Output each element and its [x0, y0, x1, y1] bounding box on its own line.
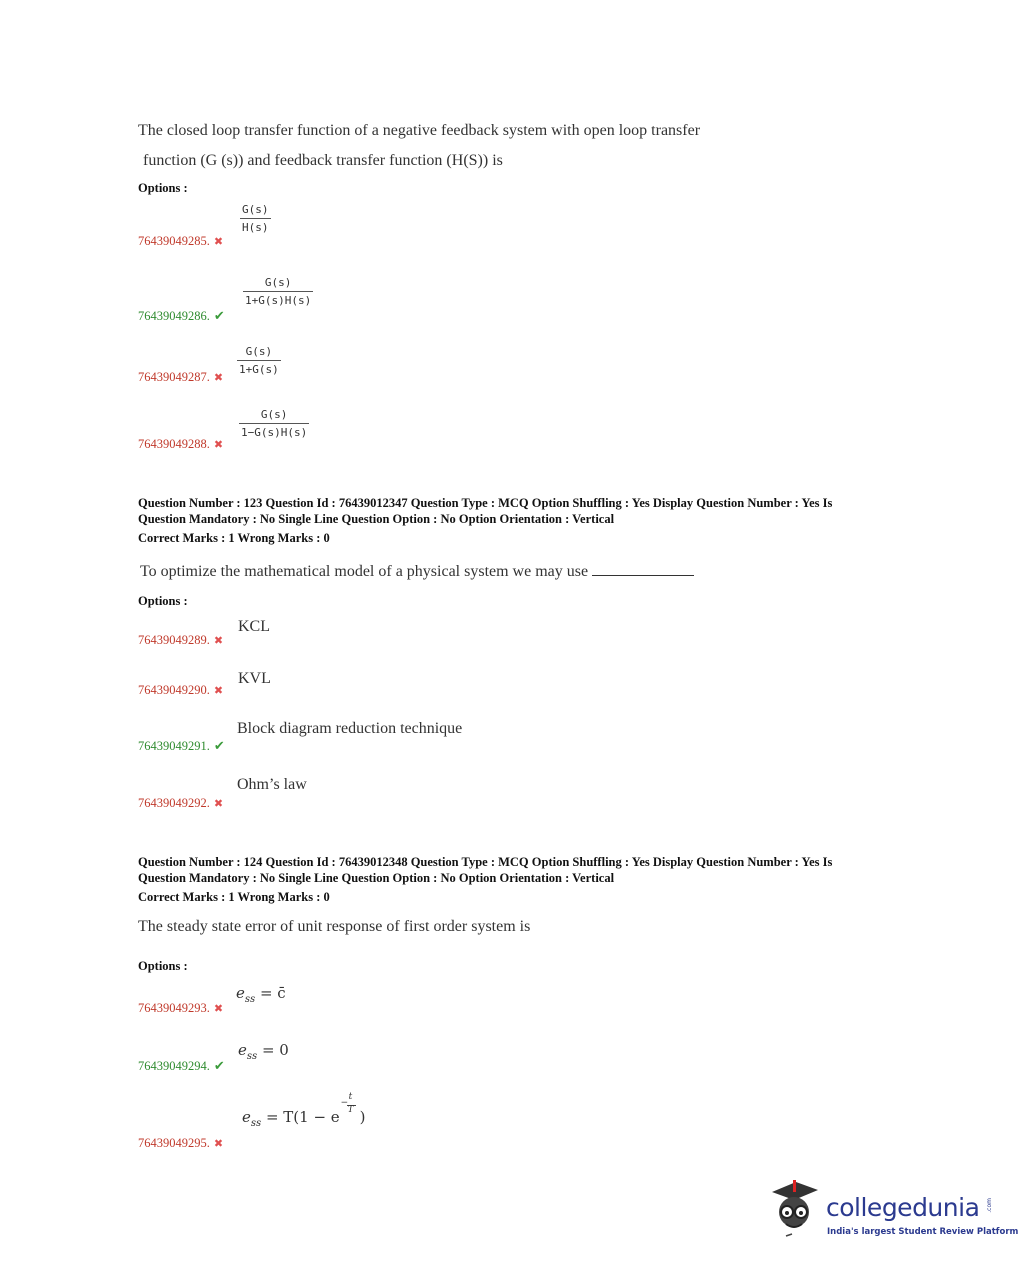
option-id: [138, 1058, 225, 1074]
formula-subscript: ss: [250, 1118, 262, 1129]
option-id: [138, 738, 225, 754]
option-id-text: 76439049293.: [138, 1001, 210, 1015]
fraction-numerator: G(s): [260, 408, 288, 421]
fraction-denominator: 1+G(s): [237, 360, 281, 376]
brand-tagline: India's largest Student Review Platform: [827, 1227, 1019, 1237]
fraction-numerator: G(s): [245, 345, 273, 358]
fraction-numerator: G(s): [264, 276, 292, 289]
option-id: [138, 1001, 223, 1016]
options-label: Options :: [138, 181, 188, 195]
wrong-mark-icon: ✖: [213, 1138, 224, 1150]
exponent-sign: −: [340, 1098, 349, 1108]
formula-exponent: [340, 1092, 360, 1122]
option-text: Block diagram reduction technique: [237, 720, 463, 737]
question-meta-line3: Correct Marks : 1 Wrong Marks : 0: [138, 531, 330, 545]
wrong-mark-icon: ✖: [213, 236, 224, 248]
option-id: [138, 437, 223, 452]
option-formula: [239, 408, 309, 439]
check-mark-icon: ✔: [213, 738, 225, 753]
wrong-mark-icon: ✖: [213, 635, 224, 647]
option-id-text: 76439049295.: [138, 1136, 210, 1150]
fraction-denominator: 1+G(s)H(s): [243, 291, 313, 307]
option-formula: [242, 1092, 366, 1129]
formula-rhs: = 0: [261, 1041, 289, 1059]
formula-subscript: ss: [244, 994, 256, 1005]
question-text: The steady state error of unit response of first order system is: [138, 918, 531, 935]
wrong-mark-icon: ✖: [213, 439, 224, 451]
option-id: [138, 308, 225, 324]
option-id-text: 76439049292.: [138, 796, 210, 810]
formula-lhs: e: [238, 1041, 247, 1059]
fraction-denominator: 1−G(s)H(s): [239, 423, 309, 439]
brand-domain: .com: [986, 1198, 993, 1213]
option-id: [138, 796, 223, 811]
question-meta-line2: Question Mandatory : No Single Line Question Option : No Option Orientation : Vertical: [138, 871, 615, 885]
option-id-text: 76439049287.: [138, 370, 210, 384]
question-text: [140, 563, 694, 581]
options-label: Options :: [138, 959, 188, 973]
exponent-numerator: t: [348, 1092, 353, 1102]
formula-rhs: = c̄: [259, 984, 286, 1002]
formula-lhs: e: [236, 984, 245, 1002]
formula-close-paren: ): [359, 1108, 366, 1126]
fraction-numerator: G(s): [242, 203, 269, 216]
question-meta-line1: Question Number : 123 Question Id : 76439012347 Question Type : MCQ Option Shuffling : Yes Display Question Number : Yes Is: [138, 496, 833, 510]
option-id-text: 76439049294.: [138, 1059, 210, 1073]
option-id-text: 76439049289.: [138, 633, 210, 647]
question-text-line1: The closed loop transfer function of a negative feedback system with open loop transfer: [138, 122, 701, 139]
options-label: Options :: [138, 594, 188, 608]
option-id: [138, 683, 223, 698]
question-meta-line1: Question Number : 124 Question Id : 76439012348 Question Type : MCQ Option Shuffling : Yes Display Question Number : Yes Is: [138, 855, 833, 869]
question-meta: [138, 495, 832, 546]
option-id-text: 76439049288.: [138, 437, 210, 451]
mascot-logo-icon: [766, 1178, 826, 1240]
question-text-content: To optimize the mathematical model of a physical system we may use: [140, 563, 589, 580]
answer-blank: [592, 563, 694, 576]
question-meta: [138, 854, 832, 905]
question-meta-line2: Question Mandatory : No Single Line Question Option : No Option Orientation : Vertical: [138, 512, 615, 526]
option-formula: [238, 1041, 289, 1062]
option-id: [138, 633, 223, 648]
wrong-mark-icon: ✖: [213, 372, 224, 384]
option-id-text: 76439049291.: [138, 739, 210, 753]
wrong-mark-icon: ✖: [213, 798, 224, 810]
wrong-mark-icon: ✖: [213, 685, 224, 697]
formula-subscript: ss: [246, 1051, 258, 1062]
option-id: [138, 370, 223, 385]
question-meta-line3: Correct Marks : 1 Wrong Marks : 0: [138, 890, 330, 904]
option-id-text: 76439049286.: [138, 309, 210, 323]
option-id: [138, 1136, 223, 1151]
wrong-mark-icon: ✖: [213, 1003, 224, 1015]
check-mark-icon: ✔: [213, 1058, 225, 1073]
option-text: KVL: [238, 670, 271, 687]
option-id-text: 76439049290.: [138, 683, 210, 697]
check-mark-icon: ✔: [213, 308, 225, 323]
option-id: [138, 234, 223, 249]
formula-lhs: e: [242, 1108, 251, 1126]
brand-name: collegedunia: [826, 1193, 980, 1222]
option-formula: [240, 203, 271, 234]
option-id-text: 76439049285.: [138, 234, 210, 248]
formula-rhs: = T(1 − e: [265, 1108, 340, 1126]
question-text-line2: function (G (s)) and feedback transfer function (H(S)) is: [143, 152, 503, 169]
fraction-denominator: H(s): [240, 218, 271, 234]
option-formula: [236, 984, 286, 1005]
option-text: KCL: [238, 618, 270, 635]
exponent-denominator: T: [347, 1105, 354, 1115]
option-formula: [243, 276, 313, 307]
option-text: Ohm’s law: [237, 776, 307, 793]
option-formula: [237, 345, 281, 376]
